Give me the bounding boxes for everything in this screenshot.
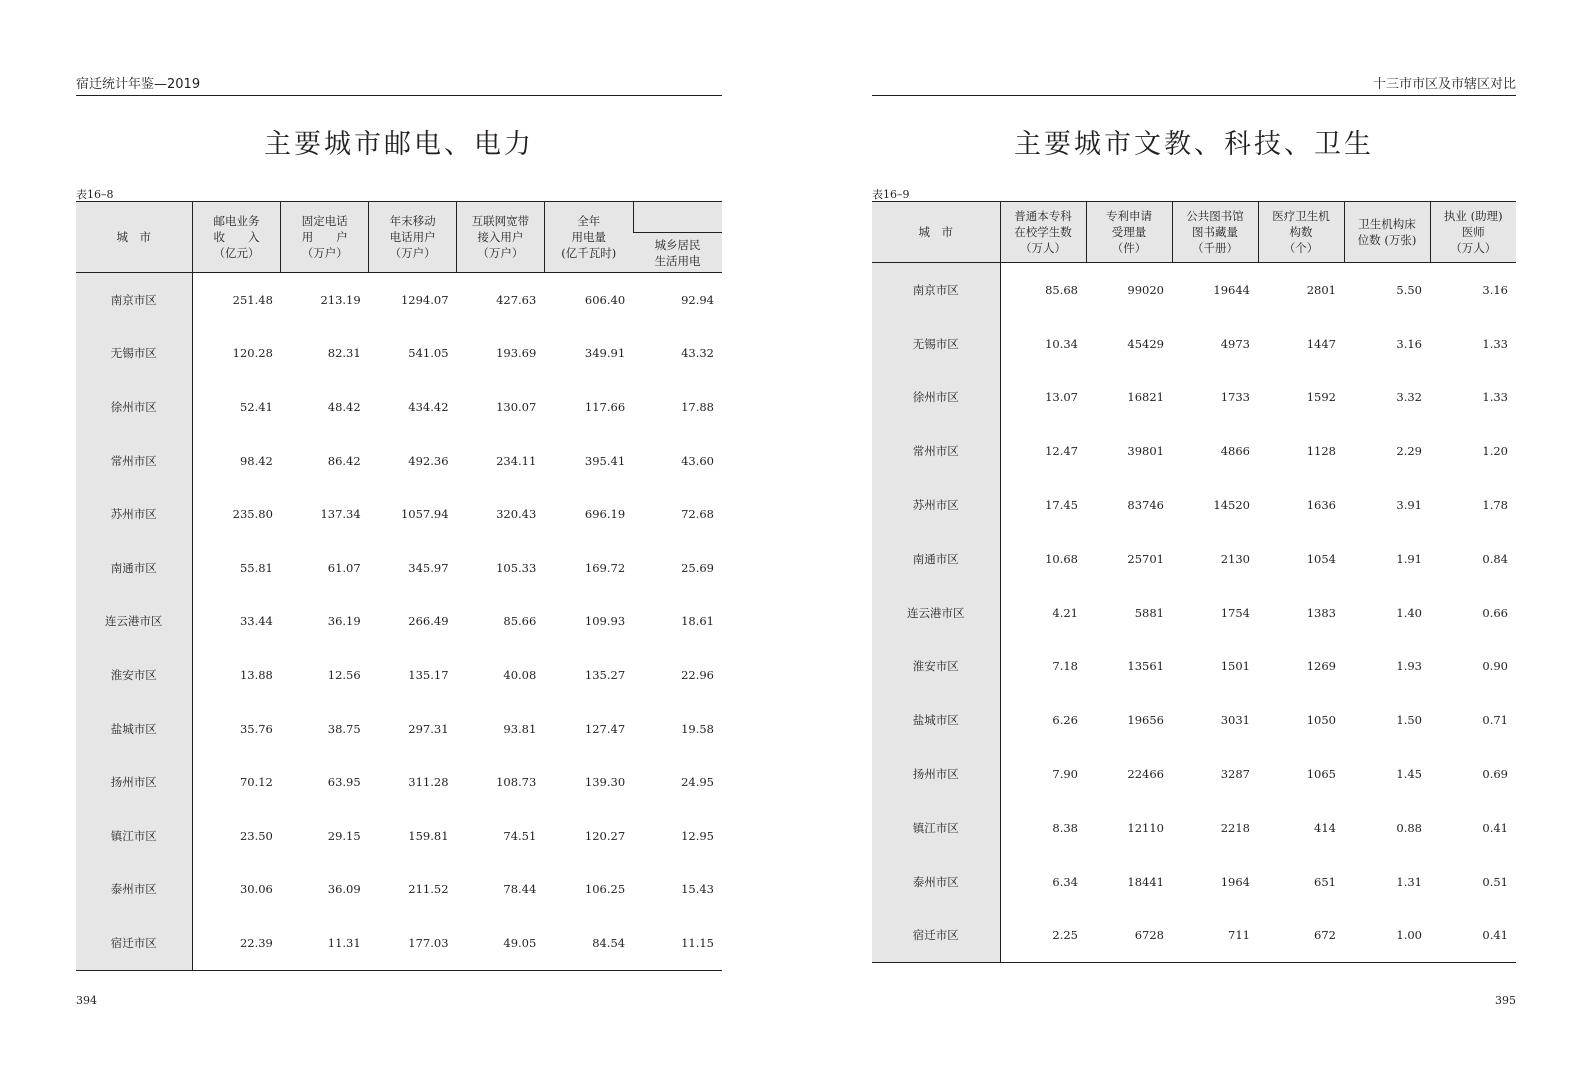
row-value: 2.25 xyxy=(1000,909,1086,963)
row-value: 7.90 xyxy=(1052,767,1078,782)
row-value: 1447 xyxy=(1306,336,1336,351)
row-value: 30.06 xyxy=(239,882,273,897)
row-value: 3.91 xyxy=(1396,498,1422,513)
row-city: 苏州市区 xyxy=(76,487,192,541)
header-city: 城 市 xyxy=(76,202,192,273)
row-value: 13.07 xyxy=(1045,390,1078,405)
row-city: 宿迁市区 xyxy=(872,909,1000,963)
row-value: 85.68 xyxy=(1045,282,1078,297)
row-value: 541.05 xyxy=(408,346,449,361)
row-value: 1.20 xyxy=(1482,444,1508,459)
row-value: 1592 xyxy=(1306,390,1336,405)
row-city: 无锡市区 xyxy=(76,327,192,381)
table-row xyxy=(76,648,722,702)
row-value: 33.44 xyxy=(239,614,273,629)
row-value: 15.43 xyxy=(681,882,714,897)
row-city: 泰州市区 xyxy=(76,863,192,917)
row-value: 349.91 xyxy=(584,346,626,361)
row-value: 109.93 xyxy=(584,614,626,629)
section-title: 十三市市区及市辖区对比 xyxy=(1372,77,1516,92)
row-value: 1.50 xyxy=(1396,713,1422,728)
header-mobile-users: 年末移动 电话用户 （万户） xyxy=(369,202,457,273)
row-value: 1964 xyxy=(1220,874,1250,889)
header-students: 普通本专科 在校学生数 （万人） xyxy=(1000,202,1086,263)
row-city: 常州市区 xyxy=(76,434,192,488)
row-value: 1.40 xyxy=(1396,605,1422,620)
row-city: 连云港市区 xyxy=(872,586,1000,640)
row-value: 1.91 xyxy=(1396,551,1422,566)
row-value: 24.95 xyxy=(681,775,714,790)
row-value: 345.97 xyxy=(408,560,449,575)
row-value: 1383 xyxy=(1306,605,1336,620)
row-value: 1.93 xyxy=(1396,659,1422,674)
row-value: 6728 xyxy=(1086,909,1172,963)
row-value: 1.33 xyxy=(1482,336,1508,351)
table-row xyxy=(872,586,1516,640)
row-value: 39801 xyxy=(1127,444,1164,459)
row-value: 12.95 xyxy=(681,828,714,843)
table-row xyxy=(872,640,1516,694)
right-page xyxy=(872,0,1516,1077)
row-value: 3.16 xyxy=(1396,336,1422,351)
row-value: 98.42 xyxy=(239,453,273,468)
row-value: 23.50 xyxy=(239,828,273,843)
table-row xyxy=(872,263,1516,317)
table-row xyxy=(76,916,722,970)
row-value: 297.31 xyxy=(408,721,449,736)
row-value: 12110 xyxy=(1127,820,1164,835)
row-value: 22.96 xyxy=(681,667,714,682)
row-value: 6.34 xyxy=(1052,874,1078,889)
row-value: 1.33 xyxy=(1482,390,1508,405)
row-value: 17.88 xyxy=(681,399,714,414)
row-value: 3031 xyxy=(1220,713,1250,728)
row-value: 2.29 xyxy=(1396,444,1422,459)
row-value: 99020 xyxy=(1127,282,1164,297)
row-city: 南京市区 xyxy=(76,273,192,327)
row-city: 盐城市区 xyxy=(76,702,192,756)
row-value: 120.28 xyxy=(232,346,273,361)
row-value: 25701 xyxy=(1127,551,1164,566)
row-value: 108.73 xyxy=(496,775,537,790)
header-electricity-blank xyxy=(633,202,722,233)
row-value: 13561 xyxy=(1127,659,1164,674)
row-value: 43.60 xyxy=(681,453,714,468)
row-value: 17.45 xyxy=(1045,498,1078,513)
row-value: 38.75 xyxy=(327,721,361,736)
row-city: 淮安市区 xyxy=(872,640,1000,694)
row-city: 南通市区 xyxy=(76,541,192,595)
row-value: 0.90 xyxy=(1482,659,1508,674)
row-value: 434.42 xyxy=(408,399,449,414)
row-value: 3.32 xyxy=(1396,390,1422,405)
row-value: 0.69 xyxy=(1482,767,1508,782)
table-row xyxy=(76,595,722,649)
row-value: 130.07 xyxy=(496,399,537,414)
table-row xyxy=(872,532,1516,586)
table-row xyxy=(76,863,722,917)
row-value: 45429 xyxy=(1127,336,1164,351)
row-value: 1065 xyxy=(1306,767,1336,782)
row-value: 72.68 xyxy=(681,507,714,522)
row-city: 镇江市区 xyxy=(872,801,1000,855)
row-value: 2130 xyxy=(1220,551,1250,566)
row-value: 0.51 xyxy=(1482,874,1508,889)
row-value: 492.36 xyxy=(408,453,449,468)
row-city: 淮安市区 xyxy=(76,648,192,702)
header-postal-revenue: 邮电业务 收 入 （亿元） xyxy=(192,202,281,273)
header-city: 城 市 xyxy=(872,202,1000,263)
row-value: 0.71 xyxy=(1482,713,1508,728)
row-value: 193.69 xyxy=(496,346,537,361)
row-value: 0.66 xyxy=(1482,605,1508,620)
table-row xyxy=(76,434,722,488)
row-city: 连云港市区 xyxy=(76,595,192,649)
row-city: 扬州市区 xyxy=(76,755,192,809)
row-value: 1.31 xyxy=(1396,874,1422,889)
row-value: 1.45 xyxy=(1396,767,1422,782)
row-value: 427.63 xyxy=(496,292,537,307)
row-value: 35.76 xyxy=(239,721,273,736)
row-value: 266.49 xyxy=(408,614,449,629)
row-value: 651 xyxy=(1314,874,1336,889)
row-city: 南京市区 xyxy=(872,263,1000,317)
row-value: 84.54 xyxy=(544,916,633,970)
page-number: 395 xyxy=(1495,994,1516,1007)
row-value: 14520 xyxy=(1213,498,1250,513)
row-value: 13.88 xyxy=(239,667,273,682)
row-value: 213.19 xyxy=(320,292,361,307)
row-value: 74.51 xyxy=(503,828,537,843)
page-number: 394 xyxy=(76,994,97,1007)
row-value: 1269 xyxy=(1306,659,1336,674)
row-value: 11.15 xyxy=(633,916,722,970)
row-value: 395.41 xyxy=(584,453,626,468)
header-broadband-users: 互联网宽带 接入用户 （万户） xyxy=(457,202,545,273)
row-value: 92.94 xyxy=(681,292,714,307)
row-value: 40.08 xyxy=(503,667,537,682)
row-value: 139.30 xyxy=(584,775,626,790)
row-value: 1754 xyxy=(1220,605,1250,620)
header-library-books: 公共图书馆 图书藏量 （千册） xyxy=(1172,202,1258,263)
row-city: 泰州市区 xyxy=(872,855,1000,909)
yearbook-title: 宿迁统计年鉴—2019 xyxy=(76,77,201,92)
header-hospital-beds: 卫生机构床 位数 (万张) xyxy=(1344,202,1430,263)
table-row xyxy=(76,487,722,541)
table-row xyxy=(872,424,1516,478)
row-value: 25.69 xyxy=(681,560,714,575)
row-value: 22466 xyxy=(1127,767,1164,782)
row-value: 127.47 xyxy=(584,721,626,736)
row-value: 1.00 xyxy=(1344,909,1430,963)
row-value: 1733 xyxy=(1220,390,1250,405)
page-title: 主要城市邮电、电力 xyxy=(264,129,534,160)
row-value: 7.18 xyxy=(1052,659,1078,674)
row-value: 2801 xyxy=(1306,282,1336,297)
row-value: 61.07 xyxy=(327,560,361,575)
row-value: 1050 xyxy=(1306,713,1336,728)
row-value: 48.42 xyxy=(327,399,361,414)
row-value: 4.21 xyxy=(1052,605,1078,620)
row-value: 251.48 xyxy=(232,292,273,307)
row-value: 85.66 xyxy=(503,614,537,629)
row-value: 135.27 xyxy=(584,667,626,682)
row-value: 711 xyxy=(1172,909,1258,963)
row-value: 19656 xyxy=(1127,713,1164,728)
table-row xyxy=(76,327,722,381)
row-value: 159.81 xyxy=(408,828,449,843)
table-row xyxy=(76,755,722,809)
row-value: 1636 xyxy=(1306,498,1336,513)
table-row xyxy=(872,747,1516,801)
row-value: 234.11 xyxy=(496,453,537,468)
row-value: 49.05 xyxy=(457,916,545,970)
row-value: 117.66 xyxy=(584,399,626,414)
row-value: 52.41 xyxy=(239,399,273,414)
table-row xyxy=(872,317,1516,371)
row-value: 120.27 xyxy=(584,828,626,843)
row-value: 320.43 xyxy=(496,507,537,522)
row-value: 696.19 xyxy=(584,507,626,522)
row-value: 106.25 xyxy=(584,882,626,897)
row-value: 83746 xyxy=(1127,498,1164,513)
row-value: 3287 xyxy=(1220,767,1250,782)
row-value: 211.52 xyxy=(408,882,449,897)
row-value: 5881 xyxy=(1134,605,1164,620)
running-head xyxy=(872,75,1516,96)
row-value: 93.81 xyxy=(503,721,537,736)
row-city: 扬州市区 xyxy=(872,747,1000,801)
table-row xyxy=(76,541,722,595)
row-value: 29.15 xyxy=(327,828,361,843)
table-row xyxy=(872,855,1516,909)
table-row xyxy=(76,809,722,863)
table-row xyxy=(872,371,1516,425)
row-value: 18441 xyxy=(1127,874,1164,889)
header-patent-applications: 专利申请 受理量 （件） xyxy=(1086,202,1172,263)
row-value: 55.81 xyxy=(239,560,273,575)
running-head xyxy=(76,75,722,96)
row-value: 0.41 xyxy=(1482,820,1508,835)
row-city: 常州市区 xyxy=(872,424,1000,478)
row-value: 672 xyxy=(1258,909,1344,963)
row-value: 135.17 xyxy=(408,667,449,682)
row-value: 3.16 xyxy=(1482,282,1508,297)
table-row xyxy=(76,702,722,756)
table-row xyxy=(872,693,1516,747)
header-health-institutions: 医疗卫生机 构数 （个） xyxy=(1258,202,1344,263)
culture-tech-health-table xyxy=(872,201,1516,963)
table-row xyxy=(76,273,722,327)
row-value: 43.32 xyxy=(681,346,714,361)
post-telecom-power-table xyxy=(76,201,722,971)
table-row xyxy=(76,380,722,434)
row-city: 苏州市区 xyxy=(872,478,1000,532)
row-city: 南通市区 xyxy=(872,532,1000,586)
row-value: 1054 xyxy=(1306,551,1336,566)
row-value: 18.61 xyxy=(681,614,714,629)
row-city: 宿迁市区 xyxy=(76,916,192,970)
row-value: 105.33 xyxy=(496,560,537,575)
table-row xyxy=(872,909,1516,963)
row-value: 137.34 xyxy=(320,507,361,522)
row-value: 36.09 xyxy=(327,882,361,897)
row-value: 0.41 xyxy=(1430,909,1516,963)
row-value: 235.80 xyxy=(232,507,273,522)
row-value: 606.40 xyxy=(584,292,626,307)
table-row xyxy=(872,801,1516,855)
row-value: 82.31 xyxy=(327,346,361,361)
row-city: 无锡市区 xyxy=(872,317,1000,371)
table-number: 表16–8 xyxy=(76,188,114,201)
row-value: 414 xyxy=(1314,820,1336,835)
row-value: 19.58 xyxy=(681,721,714,736)
row-value: 4866 xyxy=(1220,444,1250,459)
row-value: 10.68 xyxy=(1045,551,1078,566)
row-value: 169.72 xyxy=(584,560,626,575)
row-value: 1057.94 xyxy=(400,507,449,522)
row-value: 12.56 xyxy=(327,667,361,682)
row-value: 1.78 xyxy=(1482,498,1508,513)
row-value: 16821 xyxy=(1127,390,1164,405)
row-value: 11.31 xyxy=(281,916,369,970)
row-value: 0.88 xyxy=(1396,820,1422,835)
header-electricity-use: 全年 用电量 (亿千瓦时) xyxy=(544,202,633,273)
row-value: 6.26 xyxy=(1052,713,1078,728)
row-value: 36.19 xyxy=(327,614,361,629)
row-city: 盐城市区 xyxy=(872,693,1000,747)
row-value: 12.47 xyxy=(1045,444,1078,459)
page-title: 主要城市文教、科技、卫生 xyxy=(1014,129,1374,160)
header-doctors: 执业 (助理) 医师 （万人） xyxy=(1430,202,1516,263)
row-value: 8.38 xyxy=(1052,820,1078,835)
row-value: 1294.07 xyxy=(400,292,449,307)
row-value: 86.42 xyxy=(327,453,361,468)
table-number: 表16–9 xyxy=(872,188,910,201)
header-fixed-phone-users: 固定电话 用 户 （万户） xyxy=(281,202,369,273)
row-value: 0.84 xyxy=(1482,551,1508,566)
row-value: 2218 xyxy=(1220,820,1250,835)
row-value: 19644 xyxy=(1213,282,1250,297)
row-value: 78.44 xyxy=(503,882,537,897)
row-city: 徐州市区 xyxy=(872,371,1000,425)
row-value: 10.34 xyxy=(1045,336,1078,351)
row-value: 63.95 xyxy=(327,775,361,790)
row-value: 22.39 xyxy=(192,916,281,970)
row-value: 177.03 xyxy=(369,916,457,970)
row-value: 70.12 xyxy=(239,775,273,790)
table-row xyxy=(872,478,1516,532)
left-page xyxy=(76,0,722,1077)
row-value: 4973 xyxy=(1220,336,1250,351)
row-value: 311.28 xyxy=(408,775,449,790)
row-value: 1128 xyxy=(1306,444,1336,459)
row-value: 1501 xyxy=(1220,659,1250,674)
header-residential-use: 城乡居民 生活用电 xyxy=(633,233,722,273)
row-city: 镇江市区 xyxy=(76,809,192,863)
row-city: 徐州市区 xyxy=(76,380,192,434)
row-value: 5.50 xyxy=(1396,282,1422,297)
